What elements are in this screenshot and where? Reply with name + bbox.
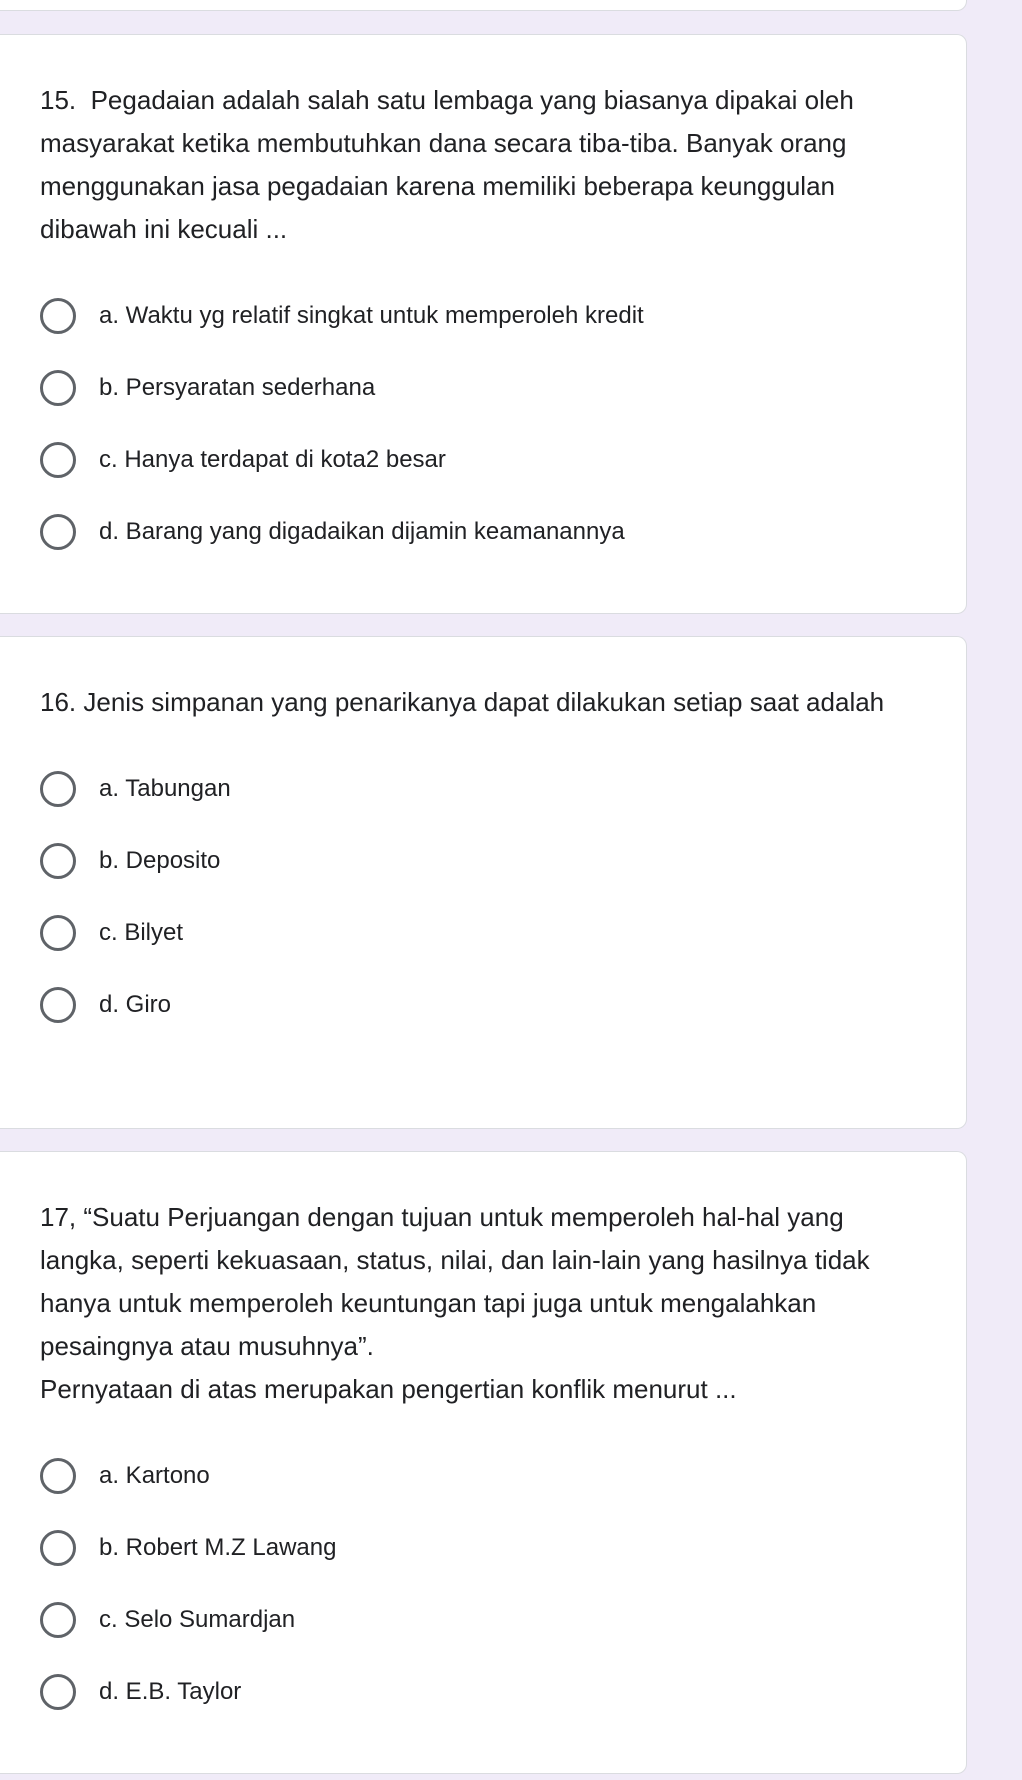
option-label: b. Robert M.Z Lawang bbox=[99, 1534, 337, 1561]
option-d[interactable] bbox=[40, 969, 926, 1041]
option-label: d. E.B. Taylor bbox=[99, 1678, 242, 1705]
option-a[interactable] bbox=[40, 280, 926, 352]
options-group bbox=[40, 753, 926, 1041]
radio-button-icon[interactable] bbox=[40, 1602, 76, 1638]
option-label: c. Bilyet bbox=[99, 919, 184, 946]
option-label: b. Persyaratan sederhana bbox=[99, 374, 376, 401]
option-label: a. Waktu yg relatif singkat untuk memperoleh kredit bbox=[99, 302, 644, 329]
option-label: a. Tabungan bbox=[99, 775, 231, 802]
radio-button-icon[interactable] bbox=[40, 442, 76, 478]
option-label: c. Hanya terdapat di kota2 besar bbox=[99, 446, 446, 473]
question-text: 16. Jenis simpanan yang penarikanya dapat dilakukan setiap saat adalah bbox=[40, 687, 885, 717]
radio-button-icon[interactable] bbox=[40, 771, 76, 807]
option-b[interactable] bbox=[40, 352, 926, 424]
option-d[interactable] bbox=[40, 496, 926, 568]
question-text: 15. Pegadaian adalah salah satu lembaga yang biasanya dipakai oleh masyarakat ketika membutuhkan dana secara tiba-tiba. Banyak orang menggunakan jasa pegadaian karena memiliki beberapa keunggulan dibawah ini kecuali ... bbox=[40, 85, 862, 244]
radio-button-icon[interactable] bbox=[40, 514, 76, 550]
option-c[interactable] bbox=[40, 424, 926, 496]
options-group bbox=[40, 1440, 926, 1728]
option-label: b. Deposito bbox=[99, 847, 221, 874]
previous-question-card bbox=[0, 0, 967, 11]
option-a[interactable] bbox=[40, 1440, 926, 1512]
radio-button-icon[interactable] bbox=[40, 843, 76, 879]
radio-button-icon[interactable] bbox=[40, 370, 76, 406]
question-card-16 bbox=[0, 636, 967, 1129]
option-d[interactable] bbox=[40, 1656, 926, 1728]
option-label: d. Barang yang digadaikan dijamin keamanannya bbox=[99, 518, 625, 545]
option-a[interactable] bbox=[40, 753, 926, 825]
option-label: c. Selo Sumardjan bbox=[99, 1606, 296, 1633]
option-c[interactable] bbox=[40, 897, 926, 969]
option-label: a. Kartono bbox=[99, 1462, 210, 1489]
option-b[interactable] bbox=[40, 825, 926, 897]
options-group bbox=[40, 280, 926, 568]
question-card-15 bbox=[0, 34, 967, 614]
question-card-17 bbox=[0, 1151, 967, 1774]
radio-button-icon[interactable] bbox=[40, 298, 76, 334]
option-c[interactable] bbox=[40, 1584, 926, 1656]
radio-button-icon[interactable] bbox=[40, 1458, 76, 1494]
radio-button-icon[interactable] bbox=[40, 987, 76, 1023]
radio-button-icon[interactable] bbox=[40, 1674, 76, 1710]
option-b[interactable] bbox=[40, 1512, 926, 1584]
radio-button-icon[interactable] bbox=[40, 915, 76, 951]
radio-button-icon[interactable] bbox=[40, 1530, 76, 1566]
question-text: 17, “Suatu Perjuangan dengan tujuan untuk memperoleh hal-hal yang langka, seperti kekuasaan, status, nilai, dan lain-lain yang hasilnya tidak hanya untuk memperoleh keuntungan tapi juga untuk mengalahkan pesaingnya atau musuhnya”. Pernyataan di atas merupakan pengertian konflik menurut ... bbox=[40, 1202, 870, 1404]
option-label: d. Giro bbox=[99, 991, 172, 1018]
